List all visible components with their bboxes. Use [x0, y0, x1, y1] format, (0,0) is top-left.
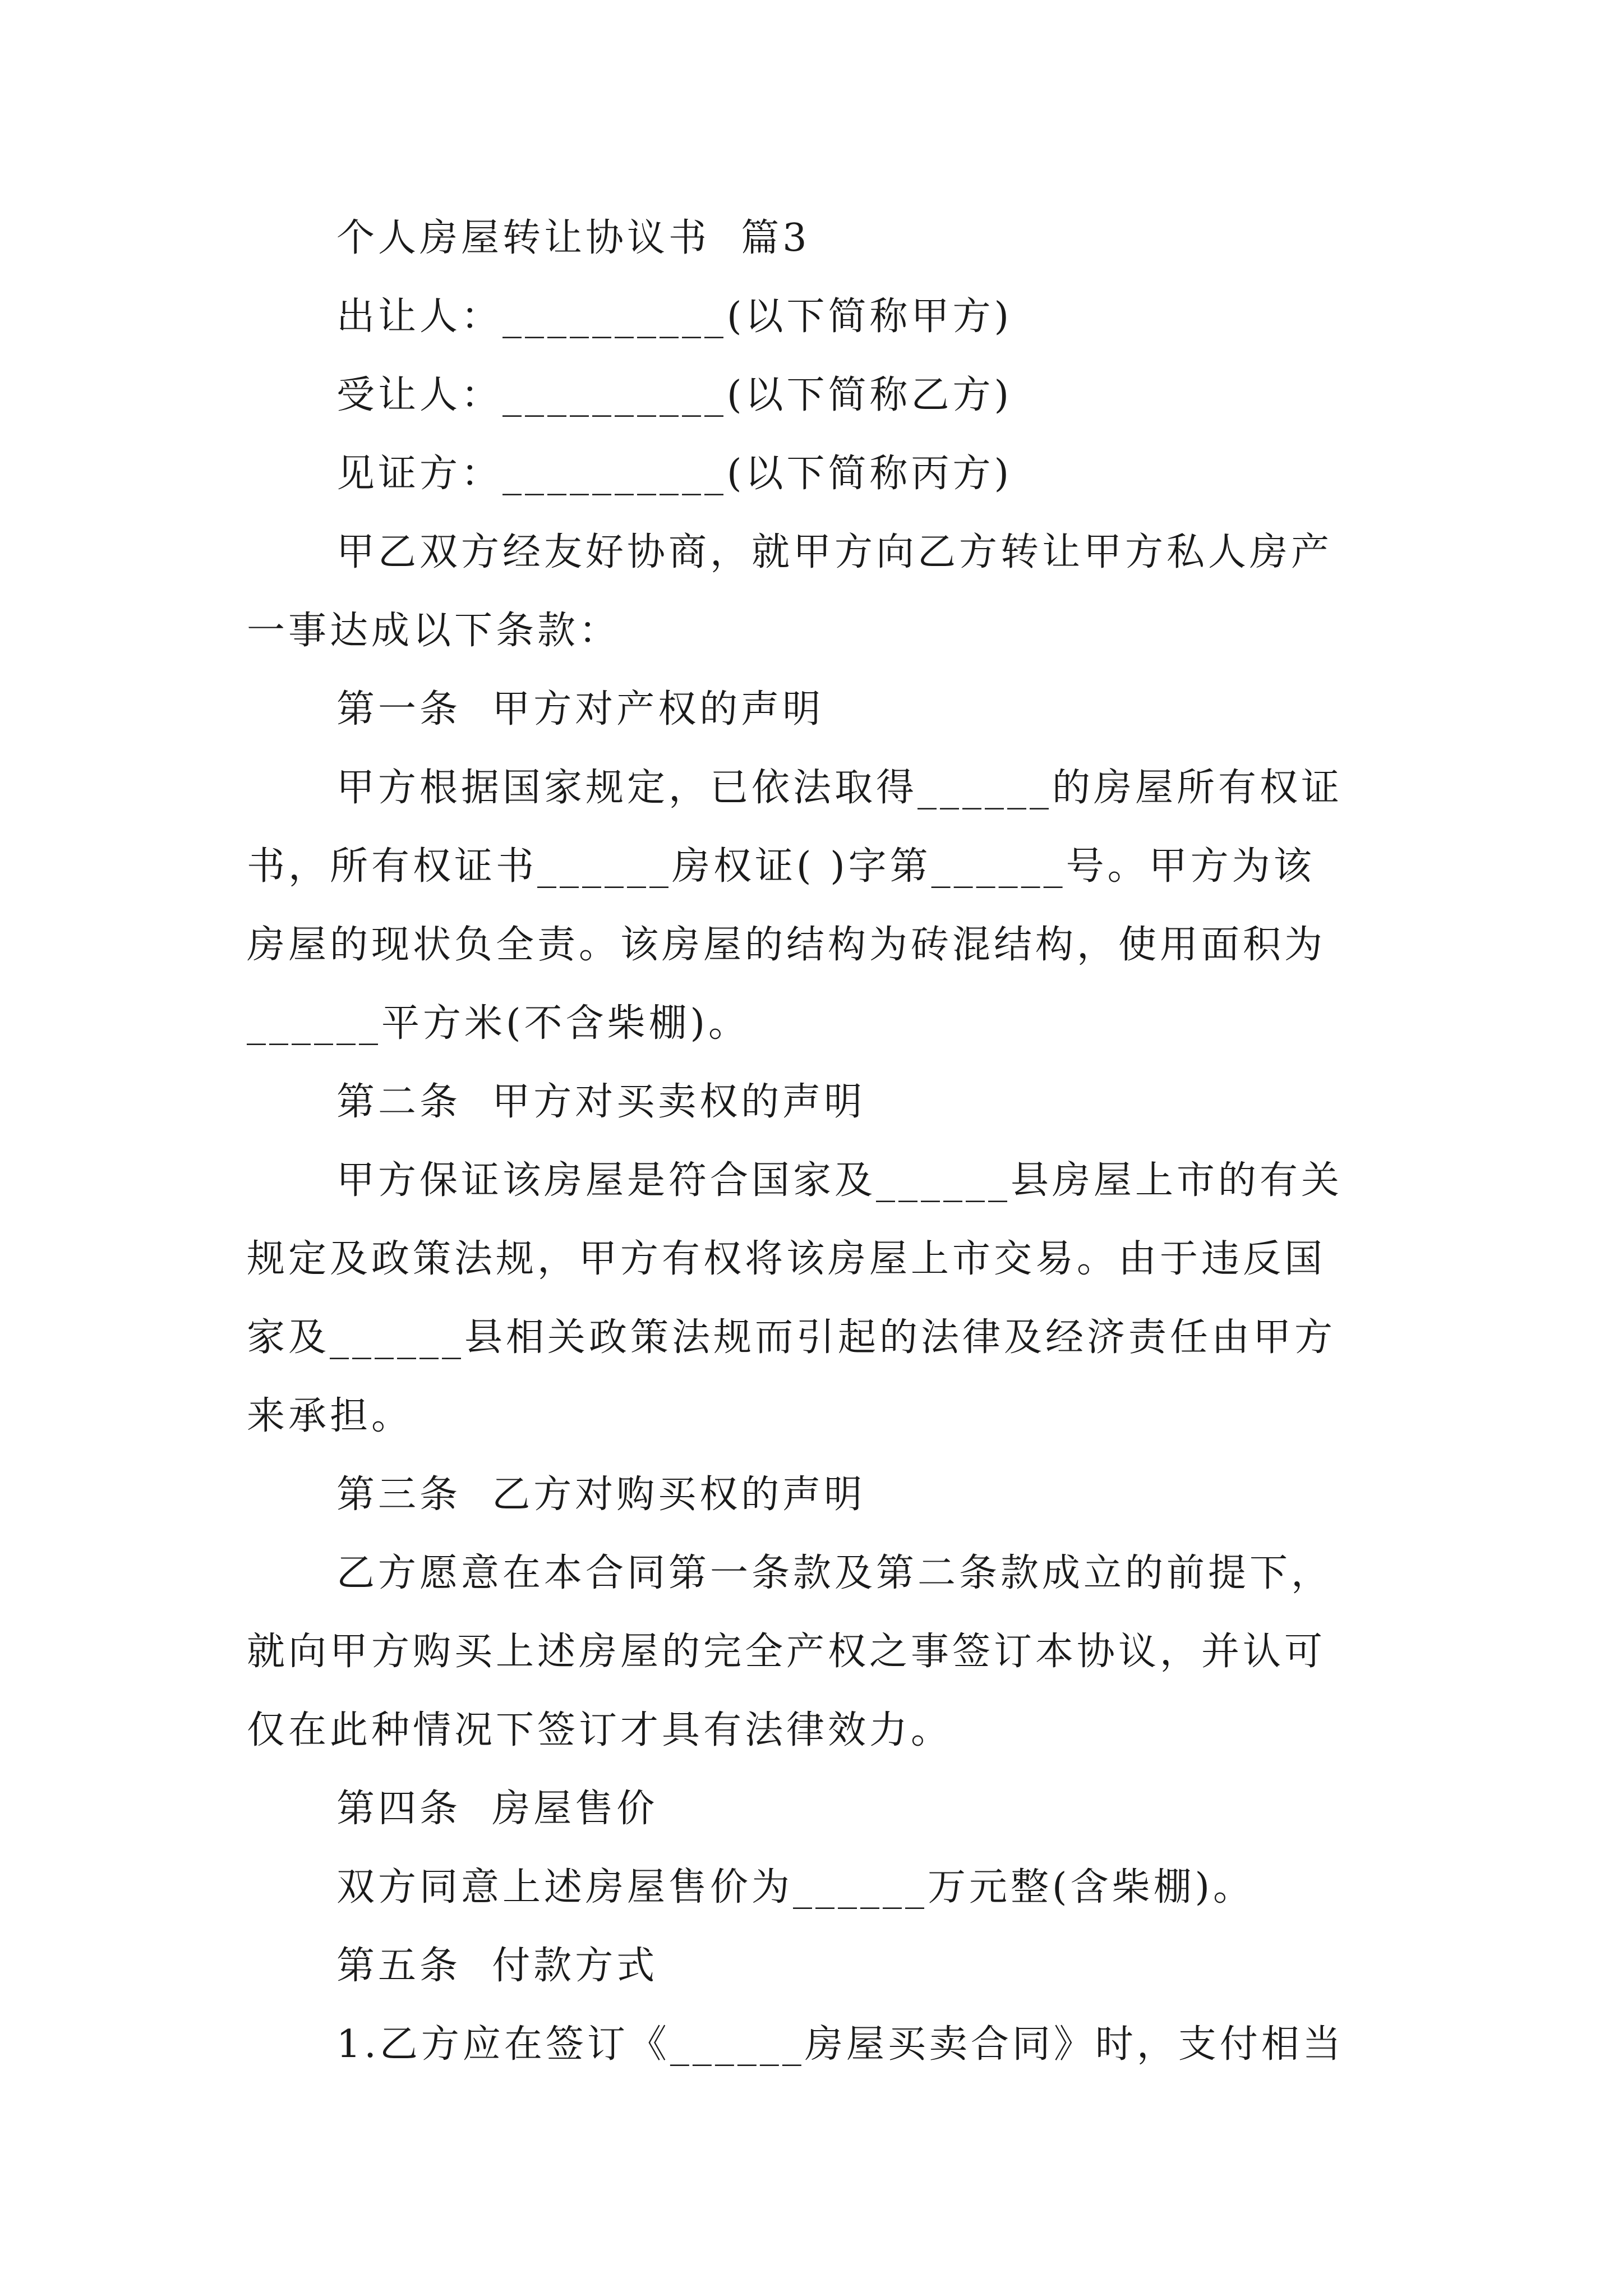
article-1-heading: 第一条 甲方对产权的声明 — [336, 687, 824, 731]
article-1-line: 书，所有权证书______房权证( )字第______号。甲方为该 — [247, 844, 1315, 889]
article-3-line: 乙方愿意在本合同第一条款及第二条款成立的前提下， — [336, 1551, 1333, 1595]
article-2-line: 来承担。 — [247, 1394, 413, 1438]
article-3-line: 仅在此种情况下签订才具有法律效力。 — [247, 1708, 953, 1752]
article-1-line: 甲方根据国家规定，已依法取得______的房屋所有权证 — [336, 766, 1343, 810]
party-transferee: 受让人：__________(以下简称乙方) — [336, 373, 1013, 417]
article-1-line: 房屋的现状负全责。该房屋的结构为砖混结构，使用面积为 — [247, 923, 1326, 967]
article-2-line: 规定及政策法规，甲方有权将该房屋上市交易。由于违反国 — [247, 1237, 1326, 1281]
article-1-line: ______平方米(不含柴棚)。 — [247, 1001, 750, 1046]
article-2-line: 家及______县相关政策法规而引起的法律及经济责任由甲方 — [247, 1315, 1336, 1360]
article-5-line: 1.乙方应在签订《______房屋买卖合同》时，支付相当 — [336, 2022, 1344, 2067]
article-3-line: 就向甲方购买上述房屋的完全产权之事签订本协议，并认可 — [247, 1630, 1326, 1674]
article-4-heading: 第四条 房屋售价 — [336, 1787, 658, 1831]
article-5-heading: 第五条 付款方式 — [336, 1944, 658, 1988]
party-witness: 见证方：__________(以下简称丙方) — [336, 452, 1013, 496]
party-transferor: 出让人：__________(以下简称甲方) — [336, 295, 1013, 339]
article-2-heading: 第二条 甲方对买卖权的声明 — [336, 1080, 866, 1124]
intro-line: 一事达成以下条款： — [247, 609, 621, 653]
document-title: 个人房屋转让协议书 篇3 — [336, 216, 810, 260]
intro-line: 甲乙双方经友好协商，就甲方向乙方转让甲方私人房产 — [336, 530, 1333, 574]
article-4-line: 双方同意上述房屋售价为______万元整(含柴棚)。 — [336, 1865, 1255, 1910]
article-2-line: 甲方保证该房屋是符合国家及______县房屋上市的有关 — [336, 1158, 1343, 1203]
article-3-heading: 第三条 乙方对购买权的声明 — [336, 1473, 866, 1517]
